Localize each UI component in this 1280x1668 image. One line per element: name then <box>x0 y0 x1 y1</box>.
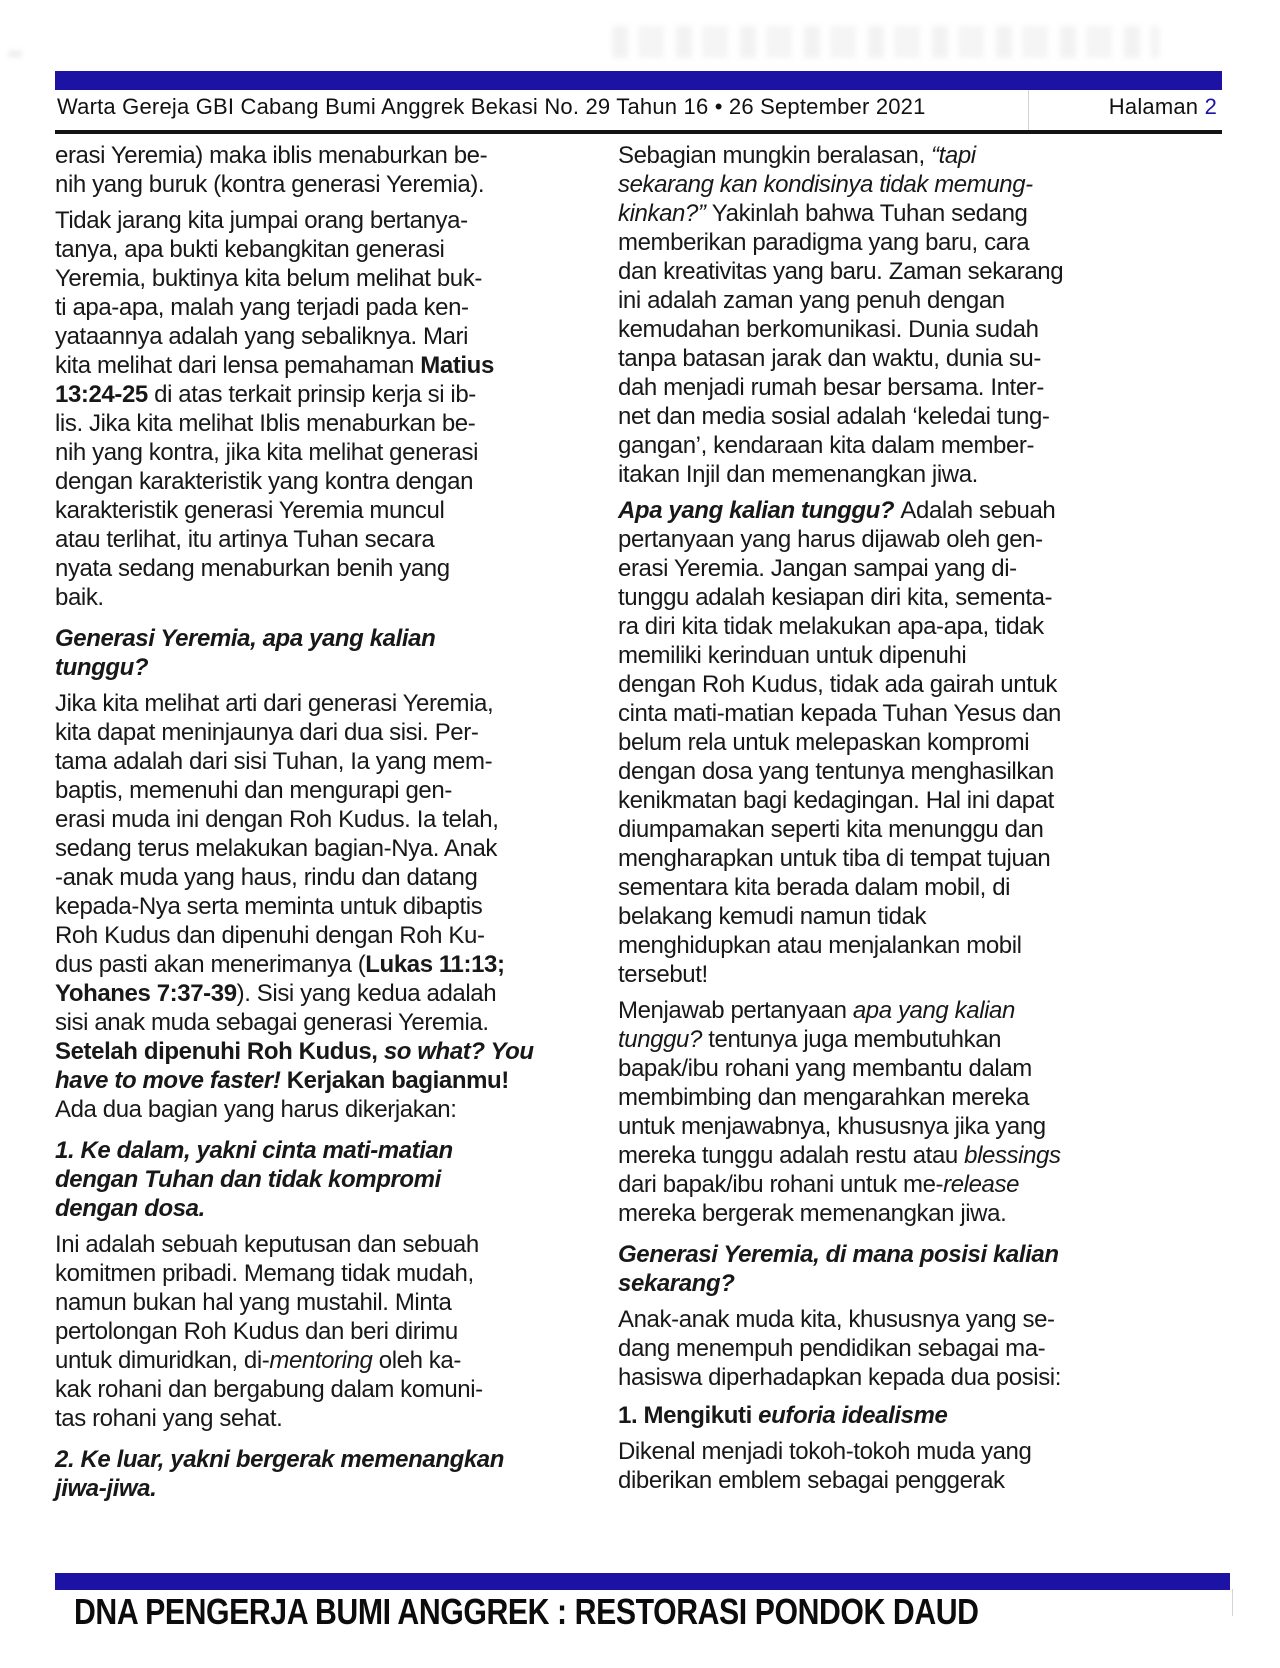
text-line: sisi anak muda sebagai generasi Yeremia. <box>55 1009 489 1036</box>
text-line: 2. Ke luar, yakni bergerak memenangkan <box>55 1446 505 1473</box>
section-heading <box>55 1445 585 1503</box>
text-line: dang menempuh pendidikan sebagai ma- <box>618 1335 1046 1362</box>
text-line: sekarang? <box>618 1270 735 1297</box>
bleed-through-artifact <box>612 26 1160 58</box>
paragraph <box>618 496 1168 989</box>
text-line: pertanyaan yang harus dijawab oleh gen- <box>618 526 1043 553</box>
text-line: have to move faster! Kerjakan bagianmu! <box>55 1067 509 1094</box>
text-line: erasi Yeremia. Jangan sampai yang di- <box>618 555 1017 582</box>
text-line: ini adalah zaman yang penuh dengan <box>618 287 1005 314</box>
paragraph <box>55 1230 585 1433</box>
paragraph <box>618 1437 1168 1495</box>
footer-banner: DNA PENGERJA BUMI ANGGREK : RESTORASI PONDOK DAUD <box>74 1591 979 1632</box>
text-line: gangan’, kendaraan kita dalam member- <box>618 432 1035 459</box>
text-line: erasi muda ini dengan Roh Kudus. Ia telah, <box>55 806 499 833</box>
text-line: Tidak jarang kita jumpai orang bertanya- <box>55 207 468 234</box>
paragraph <box>618 996 1168 1228</box>
text-line: dengan Tuhan dan tidak kompromi <box>55 1166 441 1193</box>
text-line: dengan karakteristik yang kontra dengan <box>55 468 474 495</box>
text-line: yataannya adalah yang sebaliknya. Mari <box>55 323 469 350</box>
page-indicator <box>1109 94 1217 120</box>
text-line: menghidupkan atau menjalankan mobil <box>618 932 1022 959</box>
text-line: belum rela untuk melepaskan kompromi <box>618 729 1030 756</box>
text-line: sementara kita berada dalam mobil, di <box>618 874 1011 901</box>
text-line: Dikenal menjadi tokoh-tokoh muda yang <box>618 1438 1032 1465</box>
text-line: net dan media sosial adalah ‘keledai tung- <box>618 403 1050 430</box>
text-line: hasiswa diperhadapkan kepada dua posisi: <box>618 1364 1061 1391</box>
text-line: belakang kemudi namun tidak <box>618 903 927 930</box>
text-line: kenikmatan bagi kedagingan. Hal ini dapat <box>618 787 1054 814</box>
paragraph <box>618 141 1168 489</box>
text-line: tanpa batasan jarak dan waktu, dunia su- <box>618 345 1041 372</box>
scan-speck-artifact <box>8 50 22 58</box>
text-line: tunggu adalah kesiapan diri kita, sementa- <box>618 584 1053 611</box>
newsletter-header <box>57 94 1217 120</box>
text-line: nih yang buruk (kontra generasi Yeremia). <box>55 171 485 198</box>
text-line: dengan Roh Kudus, tidak ada gairah untuk <box>618 671 1058 698</box>
text-line: sedang terus melakukan bagian-Nya. Anak <box>55 835 498 862</box>
text-line: 1. Mengikuti euforia idealisme <box>618 1402 948 1429</box>
footer-divider-bar <box>55 1573 1230 1590</box>
text-line: kepada-Nya serta meminta untuk dibaptis <box>55 893 483 920</box>
text-line: pertolongan Roh Kudus dan beri dirimu <box>55 1318 458 1345</box>
text-line: dus pasti akan menerimanya (Lukas 11:13; <box>55 951 505 978</box>
text-line: sekarang kan kondisinya tidak memung- <box>618 171 1033 198</box>
text-line: Setelah dipenuhi Roh Kudus, so what? You <box>55 1038 534 1065</box>
text-line: nih yang kontra, jika kita melihat generasi <box>55 439 479 466</box>
text-line: dah menjadi rumah besar bersama. Inter- <box>618 374 1044 401</box>
text-line: Generasi Yeremia, apa yang kalian <box>55 625 436 652</box>
text-line: dari bapak/ibu rohani untuk me-release <box>618 1171 1020 1198</box>
header-rule <box>55 130 1222 134</box>
text-line: komitmen pribadi. Memang tidak mudah, <box>55 1260 474 1287</box>
text-line: 1. Ke dalam, yakni cinta mati-matian <box>55 1137 453 1164</box>
text-line: tama adalah dari sisi Tuhan, Ia yang mem- <box>55 748 493 775</box>
text-line: namun bukan hal yang mustahil. Minta <box>55 1289 452 1316</box>
paragraph <box>55 141 585 199</box>
text-line: Apa yang kalian tunggu? Adalah sebuah <box>618 497 1056 524</box>
text-line: untuk menjawabnya, khususnya jika yang <box>618 1113 1046 1140</box>
text-line: kita melihat dari lensa pemahaman Matius <box>55 352 494 379</box>
text-line: tunggu? <box>55 654 149 681</box>
paragraph <box>55 206 585 612</box>
text-line: kemudahan berkomunikasi. Dunia sudah <box>618 316 1039 343</box>
text-line: Sebagian mungkin beralasan, “tapi <box>618 142 976 169</box>
text-line: 13:24-25 di atas terkait prinsip kerja si ib- <box>55 381 476 408</box>
text-line: erasi Yeremia) maka iblis menaburkan be- <box>55 142 488 169</box>
text-line: ti apa-apa, malah yang terjadi pada ken- <box>55 294 469 321</box>
text-line: diumpamakan seperti kita menunggu dan <box>618 816 1044 843</box>
text-line: ra diri kita tidak melakukan apa-apa, tidak <box>618 613 1044 640</box>
column-right <box>618 141 1168 1503</box>
text-line: Ini adalah sebuah keputusan dan sebuah <box>55 1231 479 1258</box>
text-line: cinta mati-matian kepada Tuhan Yesus dan <box>618 700 1061 727</box>
text-line: tunggu? tentunya juga membutuhkan <box>618 1026 1002 1053</box>
sub-heading <box>618 1401 1168 1430</box>
page-label: Halaman <box>1108 94 1205 119</box>
text-line: Ada dua bagian yang harus dikerjakan: <box>55 1096 457 1123</box>
section-heading <box>618 1240 1168 1298</box>
text-line: Yohanes 7:37-39). Sisi yang kedua adalah <box>55 980 497 1007</box>
text-line: tersebut! <box>618 961 708 988</box>
text-line: -anak muda yang haus, rindu dan datang <box>55 864 478 891</box>
text-line: dengan dosa yang tentunya menghasilkan <box>618 758 1054 785</box>
text-line: dengan dosa. <box>55 1195 205 1222</box>
text-line: untuk dimuridkan, di-mentoring oleh ka- <box>55 1347 461 1374</box>
top-divider-bar <box>55 71 1222 90</box>
text-line: mereka tunggu adalah restu atau blessings <box>618 1142 1061 1169</box>
text-line: tanya, apa bukti kebangkitan generasi <box>55 236 445 263</box>
text-line: tas rohani yang sehat. <box>55 1405 283 1432</box>
text-line: baptis, memenuhi dan mengurapi gen- <box>55 777 452 804</box>
text-line: lis. Jika kita melihat Iblis menaburkan be- <box>55 410 476 437</box>
text-line: Anak-anak muda kita, khususnya yang se- <box>618 1306 1055 1333</box>
text-line: mereka bergerak memenangkan jiwa. <box>618 1200 1007 1227</box>
text-line: membimbing dan mengarahkan mereka <box>618 1084 1030 1111</box>
text-line: Yeremia, buktinya kita belum melihat buk- <box>55 265 482 292</box>
text-line: mengharapkan untuk tiba di tempat tujuan <box>618 845 1051 872</box>
text-line: memiliki kerinduan untuk dipenuhi <box>618 642 967 669</box>
text-line: karakteristik generasi Yeremia muncul <box>55 497 445 524</box>
text-line: Menjawab pertanyaan apa yang kalian <box>618 997 1015 1024</box>
section-heading <box>55 1136 585 1223</box>
text-line: Roh Kudus dan dipenuhi dengan Roh Ku- <box>55 922 485 949</box>
page-number: 2 <box>1204 94 1217 119</box>
text-line: kinkan?” Yakinlah bahwa Tuhan sedang <box>618 200 1028 227</box>
text-line: atau terlihat, itu artinya Tuhan secara <box>55 526 435 553</box>
footer-edge-line <box>1232 1589 1233 1616</box>
text-line: Jika kita melihat arti dari generasi Yeremia, <box>55 690 494 717</box>
text-line: memberikan paradigma yang baru, cara <box>618 229 1030 256</box>
text-line: Generasi Yeremia, di mana posisi kalian <box>618 1241 1059 1268</box>
text-line: kita dapat meninjaunya dari dua sisi. Per- <box>55 719 479 746</box>
text-line: baik. <box>55 584 104 611</box>
text-line: kak rohani dan bergabung dalam komuni- <box>55 1376 483 1403</box>
section-heading <box>55 624 585 682</box>
column-left <box>55 141 585 1503</box>
text-line: jiwa-jiwa. <box>55 1475 157 1502</box>
newsletter-title: Warta Gereja GBI Cabang Bumi Anggrek Bekasi No. 29 Tahun 16 • 26 September 2021 <box>57 94 926 119</box>
text-line: dan kreativitas yang baru. Zaman sekarang <box>618 258 1064 285</box>
paragraph <box>618 1305 1168 1392</box>
text-line: diberikan emblem sebagai penggerak <box>618 1467 1005 1494</box>
paragraph <box>55 689 585 1124</box>
header-cell-divider <box>1028 90 1029 130</box>
text-line: bapak/ibu rohani yang membantu dalam <box>618 1055 1032 1082</box>
text-line: nyata sedang menaburkan benih yang <box>55 555 450 582</box>
content-columns <box>55 141 1180 1503</box>
text-line: itakan Injil dan memenangkan jiwa. <box>618 461 978 488</box>
